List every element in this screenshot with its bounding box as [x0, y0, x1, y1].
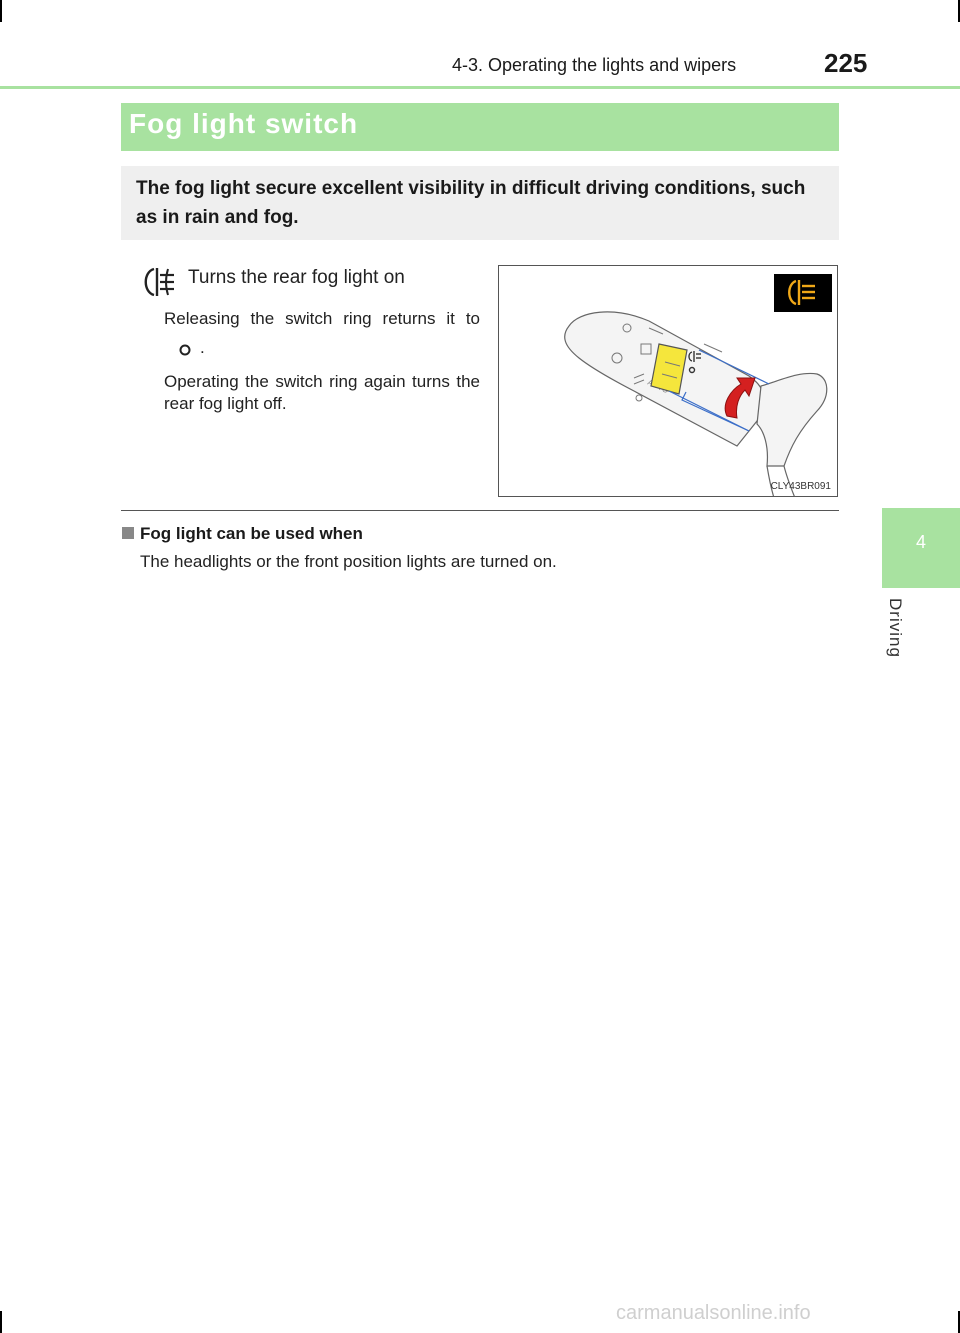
crop-mark — [0, 0, 2, 22]
page-number: 225 — [824, 48, 868, 78]
release-end: . — [200, 338, 205, 357]
note-title-text: Fog light can be used when — [140, 524, 363, 543]
chapter-label: Driving — [886, 598, 905, 658]
chapter-number: 4 — [915, 532, 926, 552]
section-title: Fog light switch — [129, 108, 359, 139]
note-title — [122, 524, 363, 544]
section-divider — [121, 510, 839, 511]
off-position-icon — [174, 339, 196, 361]
header-section-title: 4-3. Operating the lights and wipers — [452, 55, 737, 75]
release-text: Releasing the switch ring returns it to — [164, 309, 480, 328]
watermark[interactable]: carmanualsonline.info — [616, 1302, 811, 1324]
item-text: Turns the rear fog light on — [188, 267, 405, 288]
square-bullet-icon — [122, 527, 134, 539]
rear-fog-light-icon — [140, 266, 176, 298]
header-rule — [0, 86, 960, 89]
switch-illustration — [498, 265, 838, 497]
figure-caption: CLY43BR091 — [770, 481, 831, 492]
intro-box — [121, 166, 839, 240]
note-body: The headlights or the front position lights are turned on. — [140, 552, 557, 571]
again-text: Operating the switch ring again turns the rear fog light off. — [164, 372, 480, 413]
intro-text: The fog light secure excellent visibility in difficult driving conditions, such as in rain and fog. — [136, 178, 806, 228]
crop-mark — [0, 1311, 2, 1333]
section-title-bar — [121, 103, 839, 151]
chapter-tab — [882, 508, 960, 588]
